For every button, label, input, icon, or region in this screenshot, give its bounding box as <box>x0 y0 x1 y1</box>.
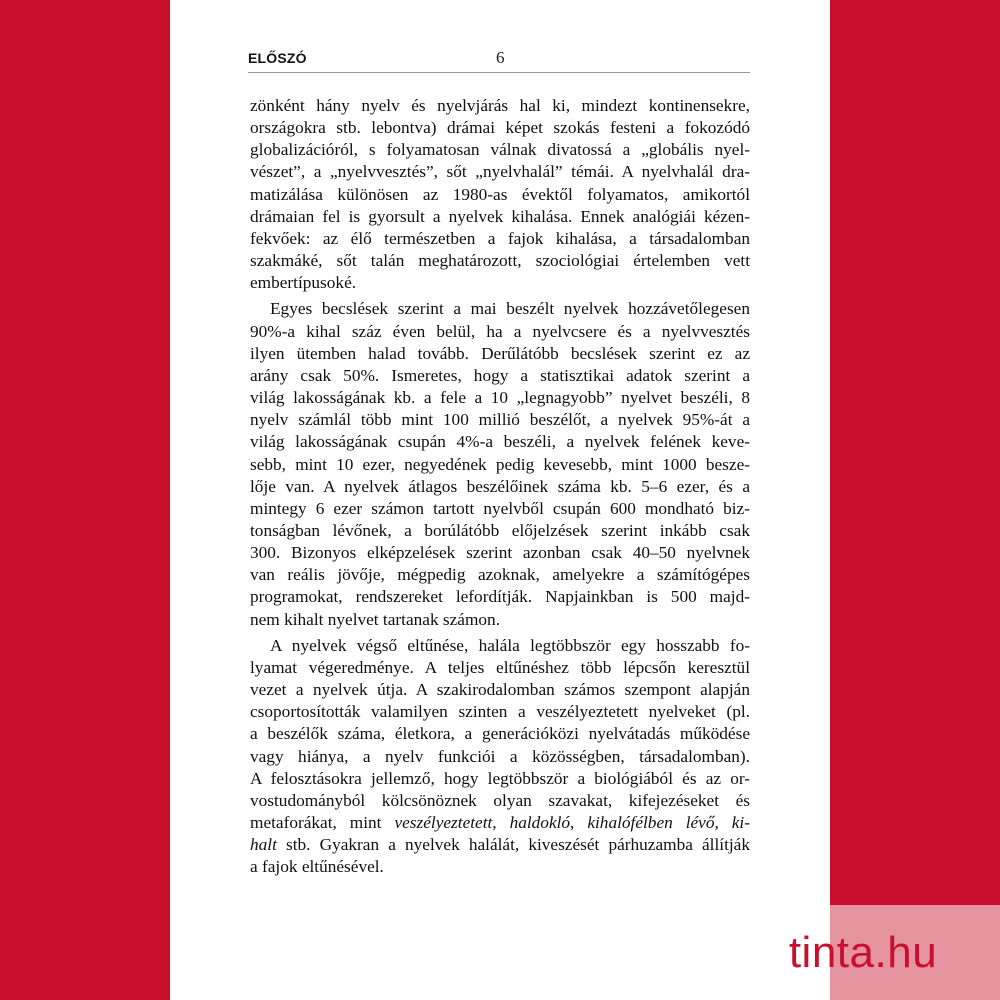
text-line: matizálása különösen az 1980-as évektől folyamatos, amikortól <box>250 184 750 204</box>
text-line: lyamat végeredménye. A teljes eltűnéshez több lépcsőn keresztül <box>250 657 750 677</box>
text-line: csoportosították valamilyen szinten a veszélyeztetett nyelveket (pl. <box>250 702 750 722</box>
text-line: A nyelvek végső eltűnése, halála legtöbbször egy hosszabb fo- <box>270 635 750 655</box>
text-line: fekvőek: az élő természetben a fajok kihalása, a társadalomban <box>250 228 750 248</box>
text-fragment: stb. Gyakran a nyelvek halálát, kiveszését párhuzamba állítják <box>276 835 750 855</box>
text-line: vagy hiánya, a nyelv funkciói a közösségben, társadalomban). <box>250 746 750 766</box>
text-fragment: metaforákat, mint <box>250 813 395 832</box>
text-line: nem kihalt nyelvet tartanak számon. <box>250 609 501 629</box>
text-line: van reális jövője, mégpedig azoknak, amelyekre a számítógépes <box>250 565 750 585</box>
text-line: világ lakosságának csupán 4%-a beszéli, a nyelvek felének keve- <box>250 432 750 452</box>
text-line: sebb, mint 10 ezer, negyedének pedig kevesebb, mint 1000 besze- <box>250 454 750 474</box>
paragraph-2 <box>250 298 750 630</box>
body-text <box>250 95 750 878</box>
text-line: arány csak 50%. Ismeretes, hogy a statisztikai adatok szerint a <box>250 365 750 385</box>
text-line: vészet”, a „nyelvvesztés”, sőt „nyelvhalál” témái. A nyelvhalál dra- <box>250 162 750 182</box>
text-line: lője van. A nyelvek átlagos beszélőinek száma kb. 5–6 ezer, és a <box>250 476 750 496</box>
paragraph-3 <box>250 635 750 879</box>
italic-term: halt <box>250 835 277 855</box>
text-line: világ lakosságának kb. a fele a 10 „legnagyobb” nyelvet beszéli, 8 <box>250 388 750 408</box>
text-line: Egyes becslések szerint a mai beszélt nyelvek hozzávetőlegesen <box>270 299 750 319</box>
text-line: drámaian fel is gyorsult a nyelvek kihalása. Ennek analógiái kézen- <box>250 206 750 226</box>
text-line: zönként hány nyelv és nyelvjárás hal ki, mindezt kontinensekre, <box>250 96 750 115</box>
italic-term: veszélyeztetett, haldokló, kihalófélben lévő, ki- <box>394 813 750 832</box>
text-line: szakmáké, sőt talán meghatározott, szociológiai értelemben vett <box>250 251 750 271</box>
site-watermark <box>726 905 1000 1000</box>
text-line <box>250 834 750 856</box>
text-line: ilyen ütemben halad tovább. Derűlátóbb becslések szerint ez az <box>250 343 750 363</box>
page-number: 6 <box>496 48 505 67</box>
text-line: 90%-a kihal száz éven belül, ha a nyelvcsere és a nyelvvesztés <box>250 321 750 341</box>
text-line: nyelv számlál több mint 100 millió beszélőt, a nyelvek 95%-át a <box>250 410 750 430</box>
running-header <box>248 48 750 73</box>
text-line: a beszélők száma, életkora, a generációközi nyelvátadás működése <box>250 724 750 744</box>
book-page <box>170 0 830 1000</box>
watermark-text: tinta.hu <box>788 927 938 977</box>
text-line: vostudományból kölcsönöznek olyan szavakat, kifejezéseket és <box>250 790 750 810</box>
section-title: ELŐSZÓ <box>248 50 307 66</box>
text-line: tonságban lévőnek, a borúlátóbb előjelzések szerint inkább csak <box>250 520 750 540</box>
text-line: országokra stb. lebontva) drámai képet szokás festeni a fokozódó <box>250 118 750 138</box>
text-line: vezet a nyelvek útja. A szakirodalomban számos szempont alapján <box>250 680 750 700</box>
text-line: embertípusoké. <box>250 273 357 293</box>
text-line: 300. Bizonyos elképzelések szerint azonban csak 40–50 nyelvnek <box>250 543 750 563</box>
text-line: A felosztásokra jellemző, hogy legtöbbször a biológiából és az or- <box>250 768 750 788</box>
text-line: a fajok eltűnésével. <box>250 857 384 877</box>
text-line: mintegy 6 ezer számon tartott nyelvből csupán 600 mondható biz- <box>250 498 750 518</box>
paragraph-1 <box>250 95 750 294</box>
text-line: programokat, rendszereket lefordítják. Napjainkban is 500 majd- <box>250 587 750 607</box>
text-line: globalizációról, s folyamatosan válnak divatossá a „globális nyel- <box>250 140 750 160</box>
text-line <box>250 812 750 834</box>
